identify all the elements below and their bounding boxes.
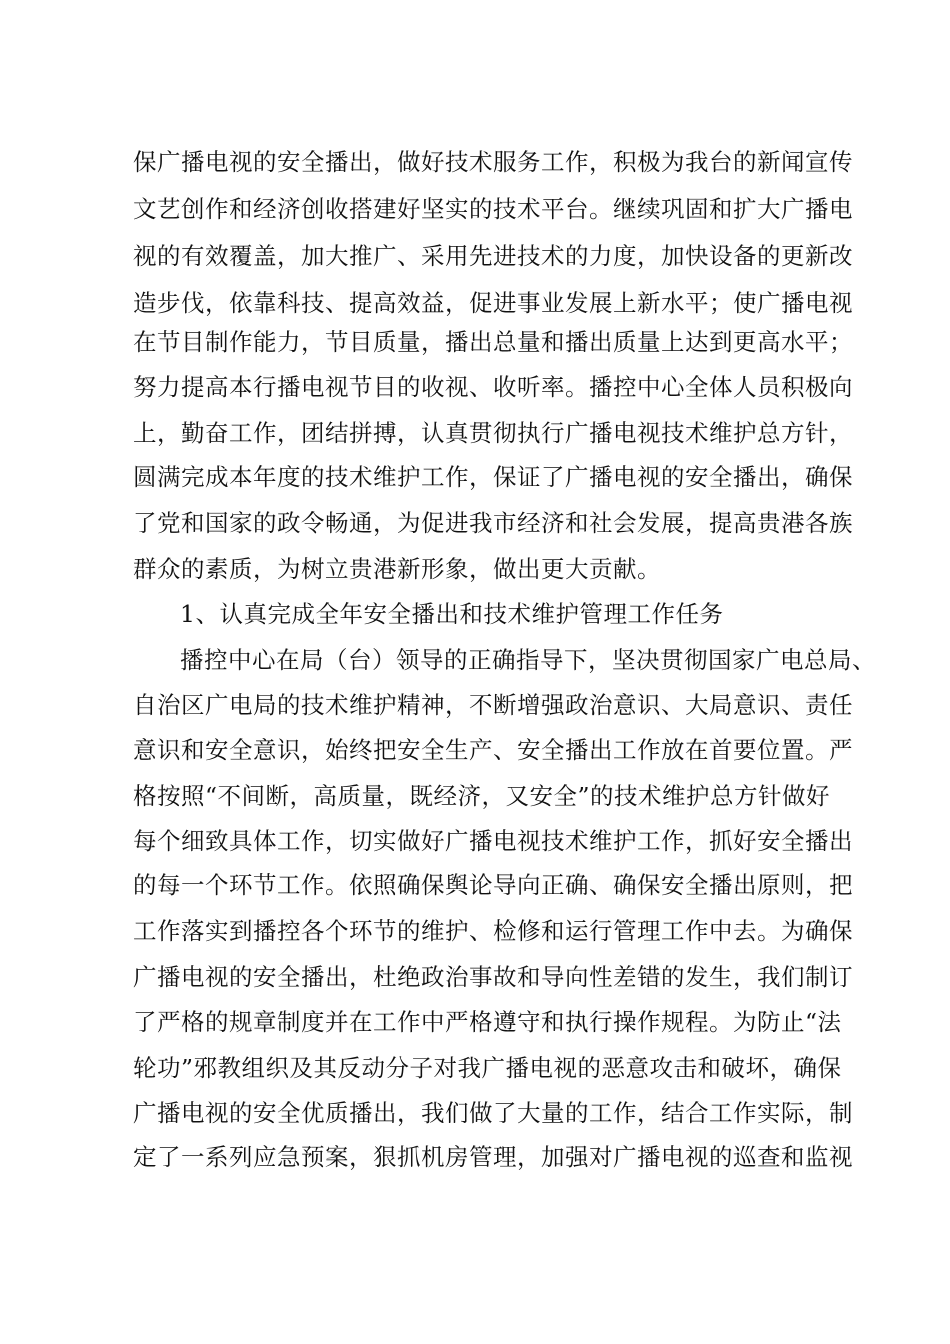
paragraph-line: 自治区广电局的技术维护精神，不断增强政治意识、大局意识、责任 (133, 691, 853, 719)
paragraph-line: 播控中心在局（台）领导的正确指导下，坚决贯彻国家广电总局、 (180, 646, 876, 674)
paragraph-line: 每个细致具体工作，切实做好广播电视技术维护工作，抓好安全播出 (133, 827, 853, 855)
paragraph-line: 的每一个环节工作。依照确保舆论导向正确、确保安全播出原则，把 (133, 871, 853, 899)
paragraph-line: 保广播电视的安全播出，做好技术服务工作，积极为我台的新闻宣传 (133, 148, 853, 176)
paragraph-line: 意识和安全意识，始终把安全生产、安全播出工作放在首要位置。严 (133, 736, 853, 764)
paragraph-line: 上，勤奋工作，团结拼搏，认真贯彻执行广播电视技术维护总方针， (133, 419, 853, 447)
paragraph-line: 格按照“不间断，高质量，既经济，又安全”的技术维护总方针做好 (133, 782, 831, 810)
paragraph-line: 文艺创作和经济创收搭建好坚实的技术平台。继续巩固和扩大广播电 (133, 195, 853, 223)
paragraph-line: 圆满完成本年度的技术维护工作，保证了广播电视的安全播出，确保 (133, 463, 853, 491)
paragraph-line: 广播电视的安全播出，杜绝政治事故和导向性差错的发生，我们制订 (133, 963, 853, 991)
section-heading: 1、认真完成全年安全播出和技术维护管理工作任务 (180, 600, 724, 628)
paragraph-line: 定了一系列应急预案，狠抓机房管理，加强对广播电视的巡查和监视 (133, 1143, 853, 1171)
paragraph-line: 轮功”邪教组织及其反动分子对我广播电视的恶意攻击和破坏，确保 (133, 1054, 842, 1082)
paragraph-line: 努力提高本行播电视节目的收视、收听率。播控中心全体人员积极向 (133, 373, 853, 401)
paragraph-line: 造步伐，依靠科技、提高效益，促进事业发展上新水平；使广播电视 (133, 289, 853, 317)
paragraph-line: 工作落实到播控各个环节的维护、检修和运行管理工作中去。为确保 (133, 917, 853, 945)
paragraph-line: 了严格的规章制度并在工作中严格遵守和执行操作规程。为防止“法 (133, 1008, 842, 1036)
paragraph-line: 在节目制作能力，节目质量，播出总量和播出质量上达到更高水平； (133, 328, 853, 356)
paragraph-line: 视的有效覆盖，加大推广、采用先进技术的力度，加快设备的更新改 (133, 242, 853, 270)
paragraph-line: 了党和国家的政令畅通，为促进我市经济和社会发展，提高贵港各族 (133, 509, 853, 537)
paragraph-line: 群众的素质，为树立贵港新形象，做出更大贡献。 (133, 555, 661, 583)
paragraph-line: 广播电视的安全优质播出，我们做了大量的工作，结合工作实际，制 (133, 1099, 853, 1127)
